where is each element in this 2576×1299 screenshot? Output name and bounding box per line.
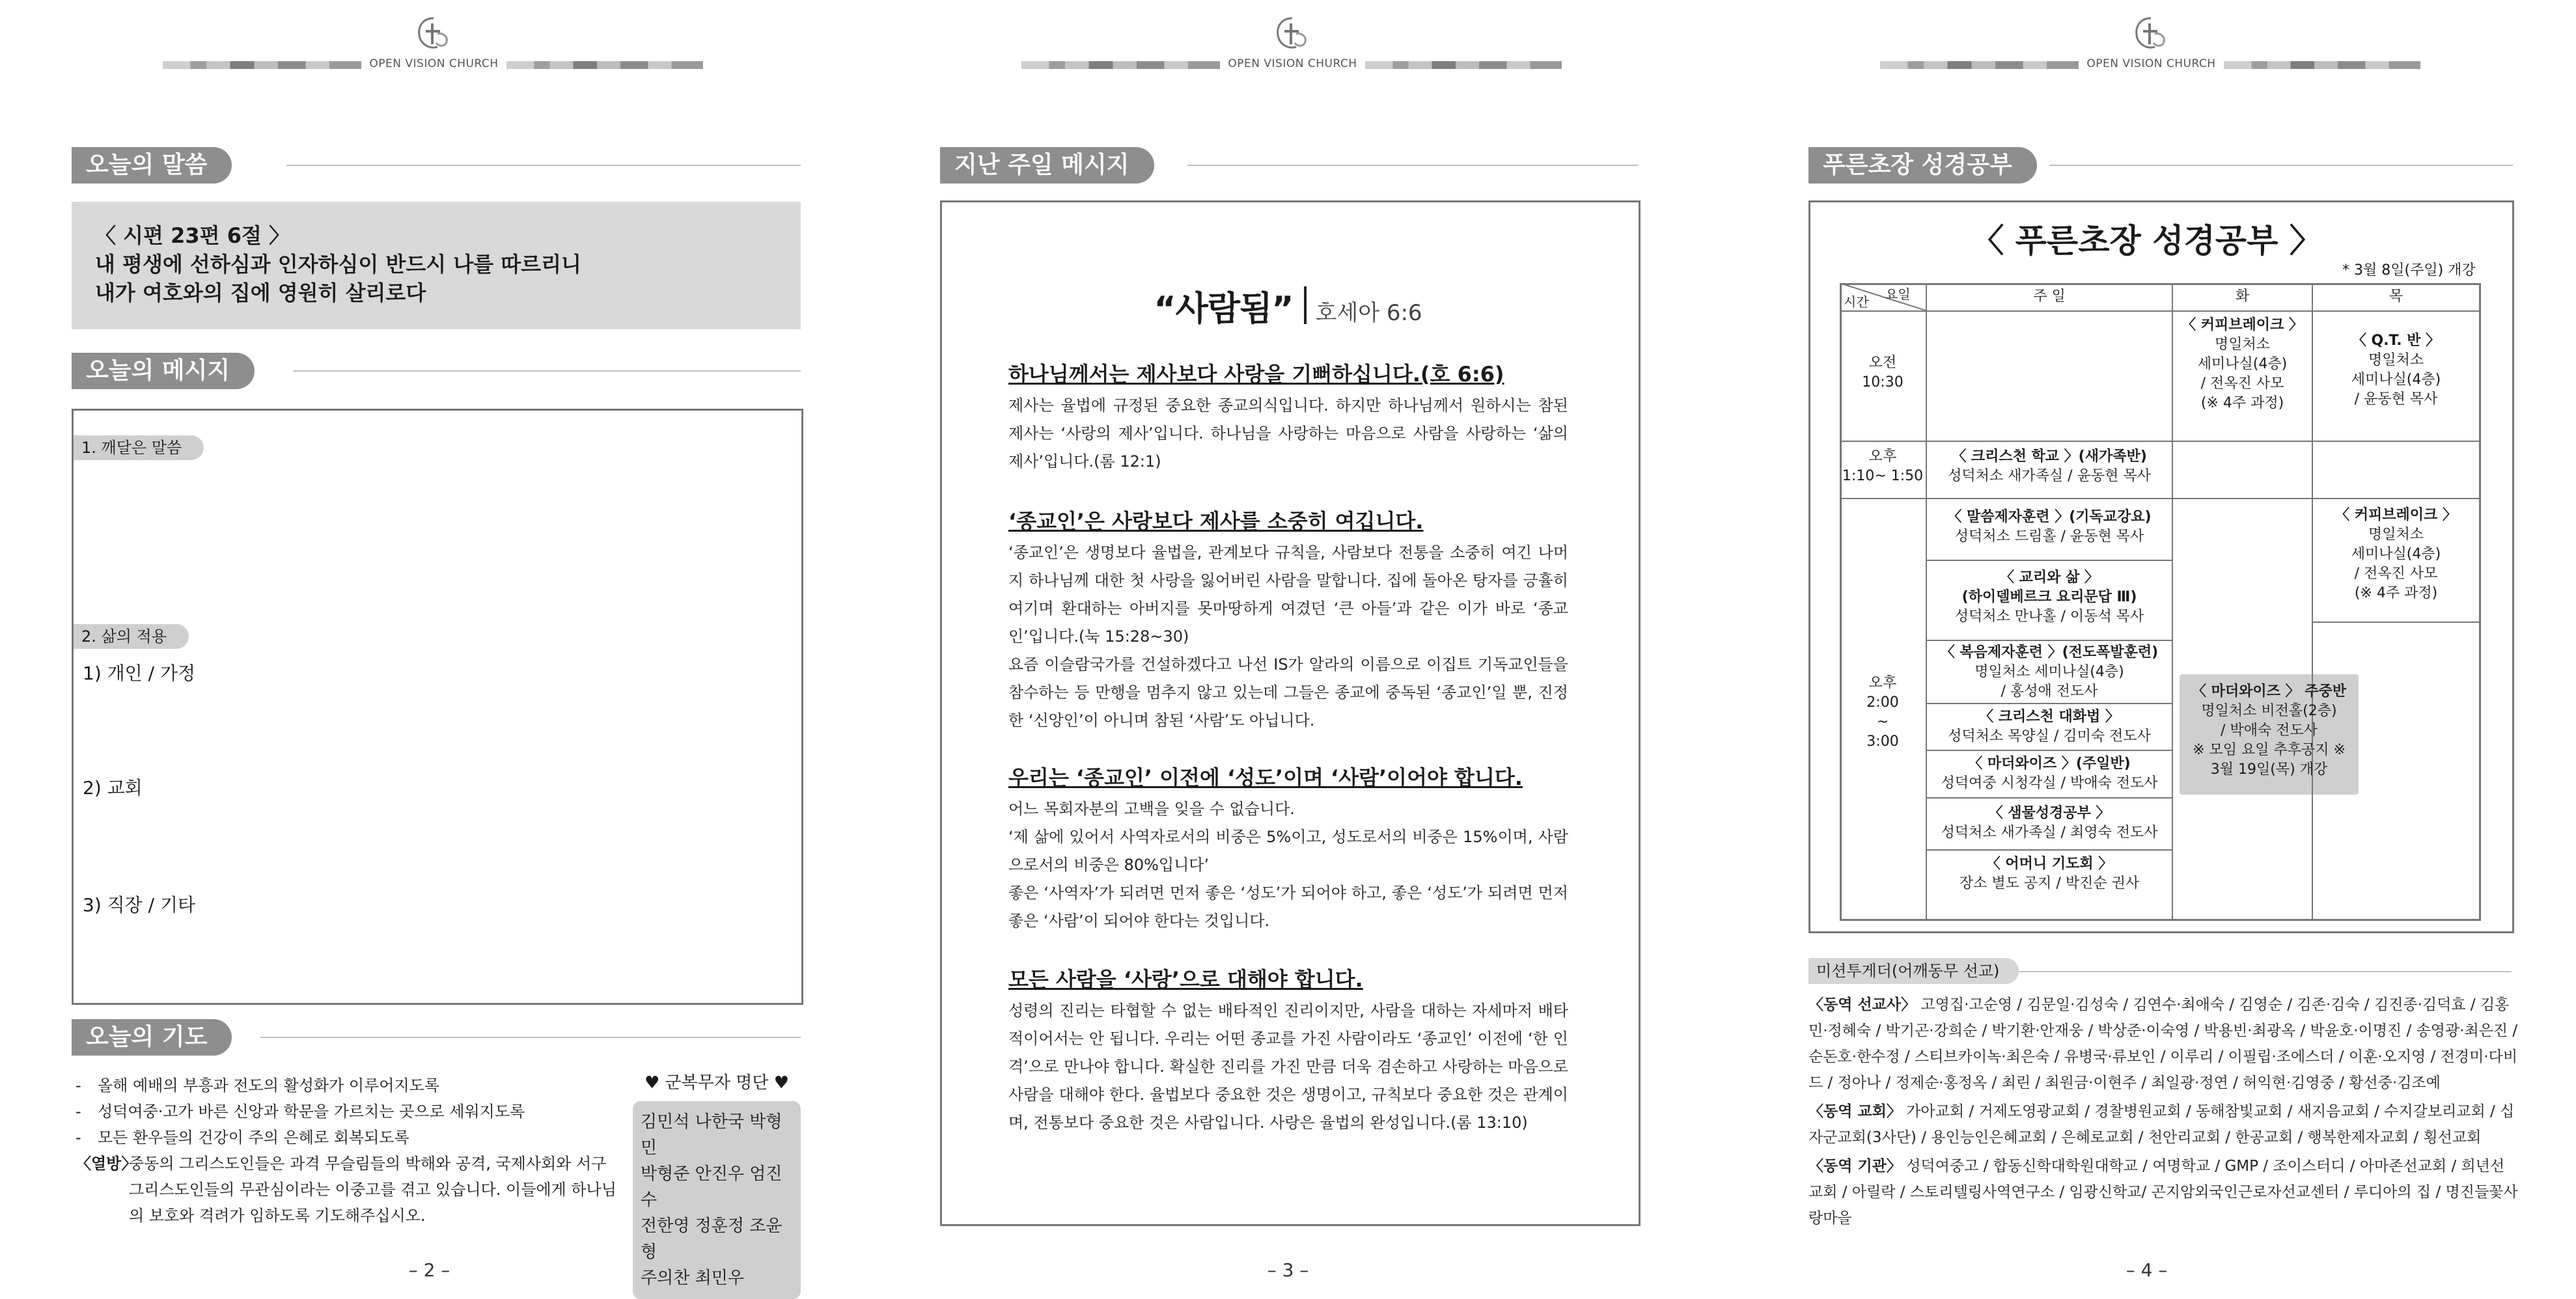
- church-logo-icon: [414, 14, 453, 53]
- class-detail: 성덕여중 시청각실 / 박애숙 전도사: [1941, 775, 2158, 791]
- time-label: 오후: [1868, 448, 1897, 465]
- church-name: OPEN VISION CHURCH: [2086, 57, 2216, 70]
- church-name: OPEN VISION CHURCH: [1228, 57, 1357, 70]
- mission-partners: [1808, 992, 2518, 1234]
- class-detail: (하이델베르크 요리문답 Ⅲ): [1961, 589, 2137, 605]
- sermon-heading: ‘종교인’은 사랑보다 제사를 소중히 여깁니다.: [1008, 509, 1424, 534]
- paragraph-text: 어느 목회자분의 고백을 잊을 수 없습니다.: [1008, 800, 1295, 818]
- class-detail: 명일처소 비전홀(2층): [2201, 703, 2337, 719]
- header-bar-right: [2224, 61, 2420, 69]
- group-text: 가아교회 / 거제도영광교회 / 경찰병원교회 / 동해참빛교회 / 새지음교회 / 수지갈보리교회 / 십자군교회(3사단) / 용인능인은혜교회 / 은혜로교회 / 천안리교회 / 한공교회 / 행복한제자교회 / 횡선교회: [1808, 1103, 2515, 1146]
- section-title: 푸른초장 성경공부: [1808, 147, 2037, 184]
- class-detail: 명일처소: [2368, 352, 2424, 368]
- nations-text: 중동의 그리스도인들은 과격 무슬림들의 박해와 공격, 국제사회와 서구 그리스도인들의 무관심이라는 이중고를 겪고 있습니다. 이들에게 하나님의 보호와 격려가 임하도록 기도해주십시오.: [129, 1155, 616, 1225]
- class-detail: 3월 19일(목) 개강: [2210, 761, 2328, 778]
- tag-realized-word: 1. 깨달은 말씀: [74, 435, 204, 460]
- schedule-table: [1840, 283, 2481, 921]
- header-bar-left: [1021, 61, 1220, 69]
- table-rule: [1840, 310, 2481, 312]
- apply-personal: 1) 개인 / 가정: [83, 663, 196, 684]
- verse-ref: 〈 시편 23편 6절 〉: [95, 223, 290, 248]
- class-motherwise-weekday: [2180, 682, 2359, 780]
- table-rule: [1926, 797, 2172, 799]
- class-detail: 장소 별도 공지 / 박진순 권사: [1959, 875, 2140, 892]
- section-title: 지난 주일 메시지: [940, 147, 1154, 184]
- table-rule: [1926, 750, 2172, 751]
- section-title: 오늘의 말씀: [72, 147, 232, 184]
- sermon-title-text: “사람됨”: [1154, 290, 1294, 329]
- class-detail: 성덕처소 만나홀 / 이동석 목사: [1954, 608, 2144, 625]
- class-doctrine-life: [1927, 568, 2172, 627]
- bullet: -: [76, 1128, 81, 1147]
- class-mothers-prayer: [1927, 855, 2172, 894]
- class-detail: 세미나실(4층): [2351, 372, 2441, 388]
- header-tuesday: 화: [2235, 288, 2250, 305]
- military-title: ♥ 군복무자 명단 ♥: [644, 1073, 790, 1093]
- header-bar-right: [506, 61, 703, 69]
- time-value: ~: [1876, 714, 1889, 730]
- section-rule: [1187, 165, 1638, 166]
- class-gospel-disciple: [1927, 643, 2172, 702]
- section-rule: [2049, 165, 2513, 166]
- mission-title: 미션투게더(어깨동무 선교): [1808, 958, 2019, 984]
- table-rule: [1840, 919, 2481, 921]
- apply-church: 2) 교회: [83, 777, 143, 799]
- tag-life-application: 2. 삶의 적용: [74, 624, 189, 649]
- title-divider: [1304, 286, 1307, 324]
- sermon-ref: 호세아 6:6: [1315, 300, 1422, 326]
- class-detail: 성덕처소 드림홀 / 윤동현 목사: [1954, 528, 2144, 545]
- church-header: [1880, 14, 2420, 76]
- table-rule: [2479, 283, 2481, 921]
- class-motherwise-sunday: [1927, 754, 2172, 793]
- header-bar-right: [1365, 61, 1562, 69]
- prayer-text: 성덕여중·고가 바른 신앙과 학문을 가르치는 곳으로 세워지도록: [98, 1102, 525, 1121]
- table-rule: [2312, 622, 2481, 623]
- header-sunday: 주 일: [2033, 288, 2066, 305]
- nations-label: 〈열방〉: [76, 1155, 137, 1173]
- section-message: [72, 353, 801, 389]
- page-number: – 3 –: [1267, 1259, 1309, 1281]
- time-label: 오후: [1868, 675, 1897, 691]
- names-line: 김민석 나한국 박형민: [641, 1112, 782, 1158]
- class-title: 〈 Q.T. 반 〉: [2351, 333, 2441, 349]
- header-bar-left: [1880, 61, 2079, 69]
- church-name: OPEN VISION CHURCH: [369, 57, 499, 70]
- class-detail: 명일처소: [2368, 526, 2424, 543]
- class-detail: 명일처소: [2214, 336, 2270, 353]
- header-bar-left: [163, 61, 361, 69]
- page-4: [1717, 0, 2576, 1294]
- page-number: – 2 –: [408, 1259, 450, 1281]
- names-line: 전한영 정훈정 조윤형: [641, 1216, 782, 1262]
- table-rule: [1840, 441, 2481, 442]
- table-rule: [1840, 498, 2481, 499]
- group-text: 고영집·고순영 / 김문일·김성숙 / 김연수·최애숙 / 김영순 / 김존·김숙 / 김진종·김덕효 / 김홍민·정혜숙 / 박기곤·강희순 / 박기환·안재웅 / 박상준·이숙영 / 박용빈·최광옥 / 박윤호·이명진 / 송영광·최은진 / 순돈호·한수정 / 스티브카이녹·최은숙 / 유병국·류보인 / 이루리 / 이필립·조에스더 / 이훈·오지영 / 전경미·다비드 / 정아나 / 정제순·홍정옥 / 최린 / 최원금·이현주 / 최일광·정연 / 허익현·김영중 / 황선중·김조예: [1808, 996, 2518, 1091]
- class-detail: 세미나실(4층): [2351, 546, 2441, 562]
- table-title: 〈 푸른초장 성경공부 〉: [1971, 222, 2322, 260]
- time-am: [1840, 353, 1926, 392]
- class-christian-school: [1927, 447, 2172, 486]
- table-rule: [1840, 283, 2481, 285]
- class-title: 〈 마더와이즈 〉(주일반): [1968, 756, 2131, 772]
- class-title: 〈 커피브레이크 〉: [2181, 317, 2303, 333]
- class-detail: 성덕처소 목양실 / 김미숙 전도사: [1948, 728, 2151, 745]
- table-rule: [1926, 640, 2172, 641]
- section-prayer: [72, 1019, 801, 1056]
- prayer-item: [76, 1099, 622, 1125]
- names-line: 주의찬 최민우: [641, 1268, 744, 1288]
- class-title: 〈 교리와 삶 〉: [2000, 569, 2099, 586]
- section-bible-study: [1808, 147, 2513, 184]
- prayer-item: [76, 1073, 622, 1099]
- time-label: 오전: [1868, 355, 1897, 371]
- class-detail: / 박애숙 전도사: [2221, 722, 2318, 739]
- class-title: 〈 복음제자훈련 〉(전도폭발훈련): [1940, 644, 2159, 661]
- bullet: -: [76, 1102, 81, 1121]
- group-text: 성덕여중고 / 합동신학대학원대학교 / 여명학교 / GMP / 조이스터디 / 아마존선교회 / 희년선교회 / 아릴락 / 스토리텔링사역연구소 / 임광신학교/ 곤지암외국인근로자선교센터 / 루디아의 집 / 명진들꽃사랑마을: [1808, 1158, 2518, 1227]
- class-spring-bible: [1927, 804, 2172, 843]
- prayer-text: 올해 예배의 부흥과 전도의 활성화가 이루어지도록: [98, 1076, 440, 1095]
- time-pm2: [1840, 674, 1926, 752]
- class-title: 〈 어머니 기도회 〉: [1986, 856, 2113, 872]
- paragraph-text: 성령의 진리는 타협할 수 없는 배타적인 진리이지만, 사람을 대하는 자세마저 배타적이어서는 안 됩니다. 우리는 어떤 종교를 가진 사람이라도 ‘종교인’ 이전에 ‘한 인격’으로 만나야 합니다. 확실한 진리를 가진 만큼 더욱 겸손하고 사랑하는 마음으로 사람을 대해야 한다. 율법보다 중요한 것은 생명이고, 규칙보다 중요한 것은 관계이며, 전통보다 중요한 것은 사람입니다. 사랑은 율법의 완성입니다.(롬 13:10): [1008, 1002, 1568, 1132]
- group-label: 〈동역 기관〉: [1808, 1158, 1902, 1175]
- section-word: [72, 147, 801, 184]
- paragraph-text: ‘제 삶에 있어서 사역자로서의 비중은 5%이고, 성도로서의 비중은 15%이며, 사람으로서의 비중은 80%입니다’: [1008, 828, 1568, 874]
- header-thursday: 목: [2389, 288, 2403, 305]
- class-title: 〈 크리스천 학교 〉(새가족반): [1952, 448, 2147, 465]
- sermon-paragraph: [1008, 539, 1568, 735]
- group-label: 〈동역 선교사〉: [1808, 996, 1917, 1013]
- class-detail: (※ 4주 과정): [2354, 585, 2438, 601]
- class-title: 〈 마더와이즈 〉 주중반: [2192, 683, 2346, 700]
- section-rule: [293, 370, 801, 372]
- class-detail: / 전옥진 사모: [2200, 376, 2284, 392]
- start-date-note: * 3월 8일(주일) 개강: [2342, 262, 2476, 279]
- section-rule: [286, 165, 801, 166]
- prayer-nations: [76, 1151, 622, 1229]
- paragraph-text: 좋은 ‘사역자’가 되려면 먼저 좋은 ‘성도’가 되어야 하고, 좋은 ‘성도’가 되려면 먼저 좋은 ‘사람’이 되어야 한다는 것입니다.: [1008, 884, 1568, 930]
- table-rule: [1926, 849, 2172, 851]
- church-header: [1021, 14, 1562, 76]
- class-detail: 세미나실(4층): [2197, 356, 2288, 372]
- prayer-list: [76, 1073, 622, 1229]
- class-qt: [2313, 331, 2479, 409]
- section-rule: [260, 1037, 801, 1038]
- mission-group: [1808, 1153, 2518, 1231]
- class-detail: 성덕처소 새가족실 / 최영숙 전도사: [1941, 825, 2158, 841]
- section-title: 오늘의 기도: [72, 1019, 232, 1056]
- time-value: 3:00: [1866, 733, 1899, 750]
- class-title: 〈 커피브레이크 〉: [2335, 507, 2457, 523]
- church-logo-icon: [1273, 14, 1312, 53]
- page-2: [0, 0, 859, 1294]
- church-header: [163, 14, 703, 76]
- class-word-disciple: [1927, 508, 2172, 547]
- paragraph-text: ‘종교인’은 생명보다 율법을, 관계보다 규칙을, 사람보다 전통을 소중히 여긴 나머지 하나님께 대한 첫 사랑을 잃어버린 사람을 말합니다. 집에 돌아온 탕자를 긍휼히 여기며 환대하는 아버지를 못마땅하게 여겼던 ‘큰 아들’과 같은 이가 바로 ‘종교인’입니다.(눅 15:28~30): [1008, 543, 1568, 646]
- class-detail: ※ 모임 요일 추후공지 ※: [2193, 742, 2346, 758]
- class-detail: 성덕처소 새가족실 / 윤동현 목사: [1948, 468, 2151, 484]
- prayer-item: [76, 1125, 622, 1151]
- table-rule: [1926, 703, 2172, 704]
- time-value: 1:10~ 1:50: [1842, 468, 1924, 484]
- class-detail: (※ 4주 과정): [2200, 395, 2284, 411]
- names-line: 박형준 안진우 엄진수: [641, 1164, 782, 1210]
- apply-work: 3) 직장 / 기타: [83, 894, 196, 916]
- sermon-paragraph: [1008, 392, 1568, 476]
- verse-line: 내 평생에 선하심과 인자하심이 반드시 나를 따르리니: [95, 252, 581, 277]
- sermon-title: [859, 281, 1717, 330]
- class-coffee-break-pm: [2313, 506, 2479, 603]
- section-last-sunday: [940, 147, 1638, 184]
- class-detail: / 윤동현 목사: [2354, 391, 2438, 407]
- mission-group: [1808, 992, 2518, 1096]
- sermon-heading: 모든 사람을 ‘사랑’으로 대해야 합니다.: [1008, 967, 1363, 992]
- time-pm1: [1840, 447, 1926, 486]
- section-title: 오늘의 메시지: [72, 353, 255, 389]
- header-day: 요일: [1885, 286, 1911, 302]
- class-title: 〈 말씀제자훈련 〉(기독교강요): [1947, 509, 2152, 525]
- church-logo-icon: [2131, 14, 2170, 53]
- sermon-paragraph: [1008, 795, 1568, 935]
- class-detail: / 전옥진 사모: [2354, 566, 2438, 582]
- class-christian-dialogue: [1927, 707, 2172, 746]
- verse-line: 내가 여호와의 집에 영원히 살리로다: [95, 280, 426, 305]
- mission-group: [1808, 1099, 2518, 1151]
- table-rule: [1926, 560, 2172, 561]
- paragraph-text: 제사는 율법에 규정된 중요한 종교의식입니다. 하지만 하나님께서 원하시는 참된 제사는 ‘사랑의 제사’입니다. 하나님을 사랑하는 마음으로 사람을 사랑하는 ‘삶의 제사’입니다.(롬 12:1): [1008, 396, 1568, 471]
- class-title: 〈 크리스천 대화법 〉: [1979, 709, 2120, 725]
- page-number: – 4 –: [2126, 1259, 2168, 1281]
- prayer-text: 모든 환우들의 건강이 주의 은혜로 회복되도록: [98, 1128, 409, 1147]
- group-label: 〈동역 교회〉: [1808, 1103, 1902, 1120]
- time-value: 2:00: [1866, 694, 1899, 711]
- sermon-paragraph: [1008, 997, 1568, 1137]
- header-time: 시간: [1844, 294, 1869, 310]
- class-detail: / 홍성애 전도사: [2001, 683, 2098, 700]
- class-detail: 명일처소 세미나실(4층): [1974, 664, 2124, 680]
- verse-box: [72, 202, 801, 329]
- sermon-heading: 하나님께서는 제사보다 사랑을 기뻐하십니다.(호 6:6): [1008, 362, 1504, 387]
- bullet: -: [76, 1076, 81, 1095]
- message-notes-box: [72, 409, 803, 1005]
- class-coffee-break-am: [2173, 316, 2312, 413]
- time-value: 10:30: [1862, 374, 1904, 390]
- sermon-heading: 우리는 ‘종교인’ 이전에 ‘성도’이며 ‘사람’이어야 합니다.: [1008, 765, 1523, 790]
- paragraph-text: 요즘 이슬람국가를 건설하겠다고 나선 IS가 알라의 이름으로 이집트 기독교인들을 참수하는 등 만행을 멈추지 않고 있는데 그들은 종교에 중독된 ‘종교인’일 뿐, 진정한 ‘신앙인’이 아니며 참된 ‘사람’도 아닙니다.: [1008, 655, 1568, 730]
- page-3: [859, 0, 1717, 1294]
- class-title: 〈 샘물성경공부 〉: [1988, 805, 2111, 821]
